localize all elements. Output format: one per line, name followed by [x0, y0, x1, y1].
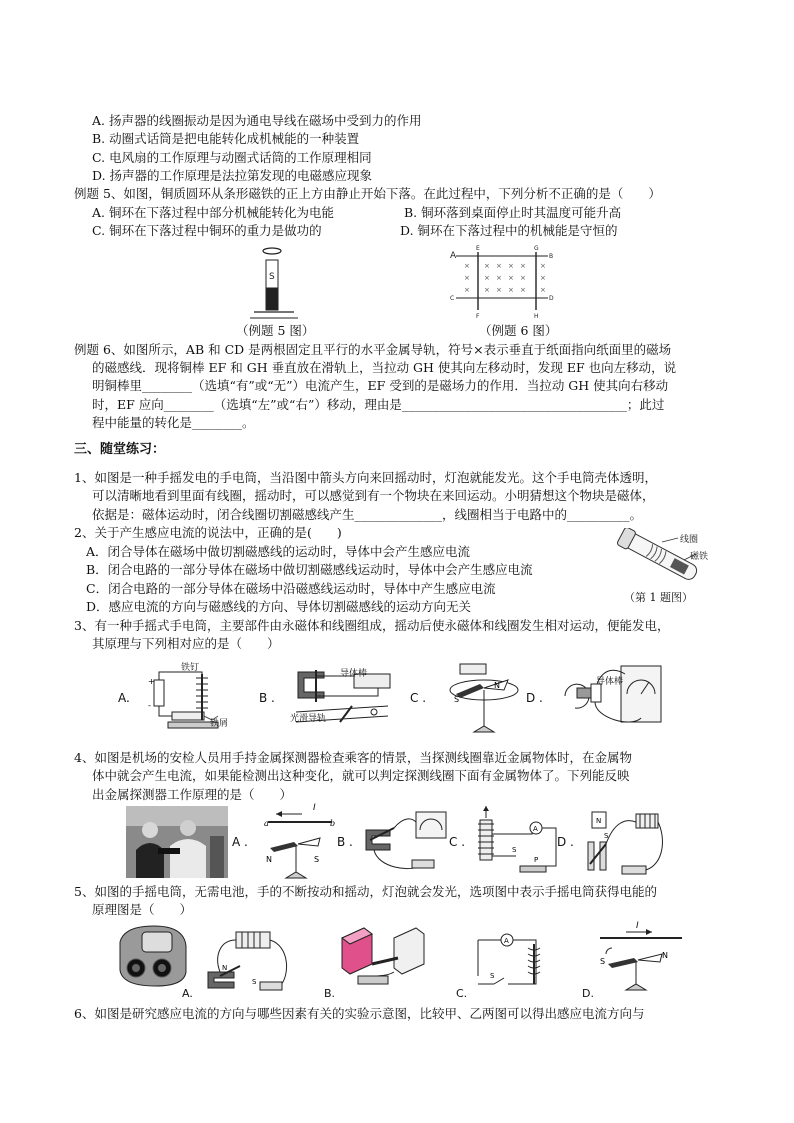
- q3-label-c[interactable]: C .: [410, 691, 427, 705]
- q3-label-b[interactable]: B .: [259, 691, 275, 705]
- svg-text:F: F: [476, 313, 480, 320]
- svg-text:×: ×: [484, 262, 490, 270]
- svg-text:N: N: [266, 855, 272, 864]
- q5-figure-c: [472, 924, 562, 994]
- q3-label-a[interactable]: A.: [118, 691, 130, 705]
- svg-text:D: D: [549, 295, 554, 302]
- svg-text:S: S: [269, 272, 275, 282]
- q5-label-d[interactable]: D.: [582, 987, 594, 1000]
- svg-text:×: ×: [508, 286, 514, 294]
- q1-line-3: 依据是：磁体运动时，闭合线圈切割磁感线产生______________，线圈相当于电路中的__________。: [92, 507, 643, 522]
- q4-current-label: I: [313, 803, 316, 813]
- svg-text:+: +: [148, 677, 155, 686]
- q1-caption: （第 1 题图）: [624, 591, 693, 604]
- q4-line-2: 体中就会产生电流，如果能检测出这种变化，就可以判定探测线圈下面有金属物体了。下列能反映: [92, 768, 630, 783]
- svg-text:S: S: [314, 855, 320, 864]
- q4-line-3: 出金属探测器工作原理的是（ ）: [92, 787, 293, 802]
- svg-text:×: ×: [520, 286, 526, 294]
- q3-filings-label: 铁屑: [210, 719, 229, 729]
- q1-magnet-label: 磁铁: [690, 552, 709, 562]
- svg-text:S: S: [600, 957, 606, 966]
- q3-figure-c: [440, 656, 530, 736]
- q2-option-d: D．感应电流的方向与磁感线的方向、导体切割磁感线的运动方向无关: [86, 599, 472, 614]
- q5-line-1: 5、如图的手摇电筒，无需电池，手的不断按动和摇动，灯泡就会发光，选项图中表示手摇电筒获得电能的: [74, 884, 657, 899]
- svg-text:N: N: [222, 964, 228, 972]
- q-option-b: B. 动圈式话筒是把电能转化成机械能的一种装置: [92, 131, 360, 146]
- q1-line-1: 1、如图是一种手摇发电的手电筒，当沿图中箭头方向来回摇动时，灯泡就能发光。这个手电筒壳体透明，: [74, 470, 657, 485]
- q6-line-1: 6、如图是研究感应电流的方向与哪些因素有关的实验示意图，比较甲、乙两图可以得出感应电流方向与: [74, 1006, 645, 1021]
- q4-label-d[interactable]: D .: [557, 835, 574, 849]
- svg-text:×: ×: [540, 286, 546, 294]
- q4-label-c[interactable]: C .: [449, 835, 466, 849]
- svg-text:-: -: [148, 701, 151, 710]
- svg-text:×: ×: [464, 262, 470, 270]
- svg-text:×: ×: [508, 262, 514, 270]
- q2-option-c: C．闭合电路的一部分导体在磁场中沿磁感线运动时，导体中产生感应电流: [86, 581, 496, 596]
- q4-security-photo: [126, 806, 228, 878]
- q2-stem: 2、关于产生感应电流的说法中，正确的是( ): [74, 525, 342, 540]
- q3-line-2: 其原理与下列相对应的是（ ）: [92, 636, 280, 651]
- svg-text:×: ×: [464, 274, 470, 282]
- svg-text:B: B: [549, 253, 554, 260]
- q4-figure-b: [360, 806, 452, 876]
- q5-figure-d: [590, 924, 690, 994]
- q4-label-b[interactable]: B .: [337, 835, 353, 849]
- q3-label-d[interactable]: D .: [526, 691, 543, 705]
- svg-text:E: E: [476, 245, 480, 252]
- svg-text:×: ×: [520, 262, 526, 270]
- ex5-option-d: D. 铜环在下落过程中的机械能是守恒的: [400, 223, 618, 238]
- svg-text:×: ×: [540, 262, 546, 270]
- example-5-stem: 例题 5、如图，铜质圆环从条形磁铁的正上方由静止开始下落。在此过程中，下列分析不正确的是（ ）: [74, 186, 661, 201]
- ex5-option-b: B. 铜环落到桌面停止时其温度可能升高: [404, 205, 622, 220]
- q5-flashlight-photo: [112, 922, 190, 992]
- svg-text:S: S: [252, 978, 257, 986]
- svg-text:A: A: [504, 937, 509, 945]
- q3-nail-label: 铁钉: [181, 663, 200, 673]
- svg-text:×: ×: [540, 274, 546, 282]
- q3-figure-d: [555, 658, 667, 734]
- ex5-option-c: C. 铜环在下落过程中铜环的重力是做功的: [92, 223, 322, 238]
- q2-option-b: B．闭合电路的一部分导体在磁场中做切割磁感线运动时，导体中会产生感应电流: [86, 562, 533, 577]
- svg-text:A: A: [450, 251, 457, 261]
- svg-text:×: ×: [496, 286, 502, 294]
- q1-line-2: 可以清晰地看到里面有线圈，摇动时，可以感觉到有一个物块在来回运动。小明猜想这个物块是磁体，: [92, 488, 655, 503]
- svg-text:×: ×: [484, 274, 490, 282]
- svg-text:×: ×: [484, 286, 490, 294]
- section-heading: 三、随堂练习：: [74, 442, 166, 457]
- q3-line-1: 3、有一种手摇式手电筒，主要部件由永磁体和线圈组成，摇动后使永磁体和线圈发生相对运动，便能发电，: [74, 618, 670, 633]
- q-option-a: A. 扬声器的线圈振动是因为通电导线在磁场中受到力的作用: [92, 113, 422, 128]
- q3-rod-label: 导体棒: [340, 669, 368, 679]
- svg-text:N: N: [494, 681, 500, 690]
- q5-current-label: I: [636, 921, 639, 931]
- svg-text:×: ×: [496, 262, 502, 270]
- q4-figure-c: [472, 804, 564, 880]
- svg-text:S: S: [454, 695, 460, 704]
- svg-text:C: C: [450, 295, 455, 302]
- q1-coil-label: 线圈: [680, 535, 699, 545]
- q2-option-a: A．闭合导体在磁场中做切割磁感线的运动时，导体中会产生感应电流: [86, 544, 471, 559]
- q-option-c: C. 电风扇的工作原理与动圈式话筒的工作原理相同: [92, 150, 372, 165]
- svg-text:G: G: [534, 245, 539, 252]
- svg-text:S: S: [604, 832, 609, 840]
- svg-text:A: A: [533, 825, 538, 833]
- q4-line-1: 4、如图是机场的安检人员用手持金属探测器检查乘客的情景，当探测线圈靠近金属物体时，在金属物: [74, 750, 632, 765]
- example-6-line-1: 例题 6、如图所示，AB 和 CD 是两根固定且平行的水平金属导轨，符号×表示垂直于纸面指向纸面里的磁场: [74, 342, 672, 357]
- svg-text:P: P: [534, 856, 539, 864]
- q-option-d: D. 扬声器的工作原理是法拉第发现的电磁感应现象: [92, 168, 373, 183]
- svg-text:×: ×: [464, 286, 470, 294]
- svg-text:H: H: [534, 313, 539, 320]
- q5-figure-b: [336, 922, 436, 992]
- svg-text:S: S: [490, 972, 495, 980]
- svg-text:×: ×: [508, 274, 514, 282]
- example-6-line-5: 程中能量的转化是________。: [92, 415, 255, 430]
- q4-figure-d: [578, 808, 668, 880]
- example-6-line-2: 的磁感线．现将铜棒 EF 和 GH 垂直放在滑轨上，当拉动 GH 使其向左移动时，发现 EF 也向左移动，说: [92, 360, 677, 375]
- svg-text:b: b: [330, 819, 336, 828]
- q4-label-a[interactable]: A .: [232, 835, 248, 849]
- ex5-option-a: A. 铜环在下落过程中部分机械能转化为电能: [92, 205, 334, 220]
- q5-line-2: 原理图是（ ）: [92, 902, 193, 917]
- svg-text:S: S: [512, 846, 517, 854]
- q4-figure-a: [256, 804, 340, 880]
- q3-rod-d-label: 导体棒: [596, 677, 624, 687]
- svg-text:×: ×: [520, 274, 526, 282]
- ex6-figure: [448, 244, 556, 320]
- svg-text:N: N: [596, 817, 602, 825]
- q5-label-a[interactable]: A.: [182, 987, 193, 1000]
- svg-text:N: N: [662, 951, 668, 960]
- ex5-figure: [244, 246, 304, 322]
- q5-figure-a: [200, 926, 300, 998]
- ex6-caption: （例题 6 图）: [479, 323, 558, 338]
- q3-rail-label: 光滑导轨: [290, 714, 327, 724]
- q5-label-b[interactable]: B.: [324, 987, 336, 1000]
- example-6-line-4: 时，EF 应向________（选填“左”或“右”）移动，理由是____________________________________；此过: [92, 397, 665, 412]
- svg-text:a: a: [264, 819, 269, 828]
- q5-label-c[interactable]: C.: [456, 987, 468, 1000]
- example-6-line-3: 明铜棒里________（选填“有”或“无”）电流产生，EF 受到的是磁场力的作用．当拉动 GH 使其向右移动: [92, 378, 669, 393]
- svg-text:×: ×: [496, 274, 502, 282]
- ex5-caption: （例题 5 图）: [236, 323, 315, 338]
